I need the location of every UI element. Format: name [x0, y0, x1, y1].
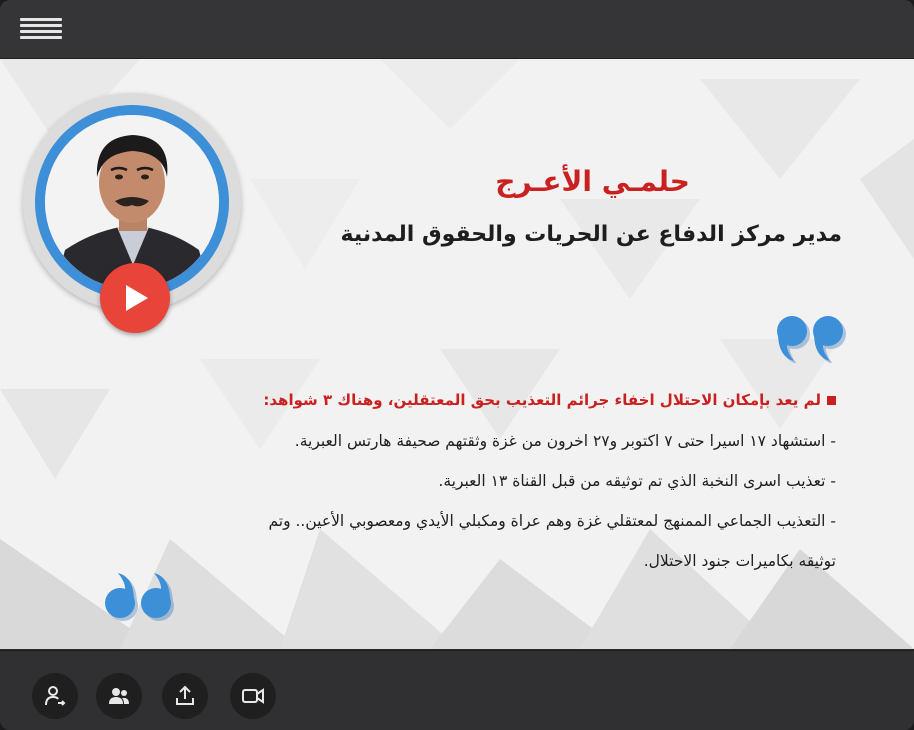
top-bar — [0, 0, 914, 59]
speaker-name: حلمـي الأعـرج — [495, 165, 690, 198]
statement-headline: لم يعد بإمكان الاحتلال اخفاء جرائم التعذيب بحق المعتقلين، وهناك ٣ شواهد: — [263, 391, 836, 409]
users-icon — [107, 684, 131, 708]
statement-line: - التعذيب الجماعي الممنهج لمعتقلي غزة وهم عراة ومكبلي الأيدي ومعصوبي الأعين.. وتم — [268, 512, 836, 530]
quote-open-icon — [770, 313, 850, 363]
speaker-role: مدير مركز الدفاع عن الحريات والحقوق المدنية — [340, 222, 842, 247]
user-switch-icon — [43, 684, 67, 708]
hamburger-icon[interactable] — [20, 14, 62, 42]
share-button[interactable] — [162, 673, 208, 719]
statement-line: - استشهاد ١٧ اسيرا حتى ٧ اكتوبر و٢٧ اخرون من غزة وثقتهم صحيفة هارتس العبرية. — [294, 432, 836, 450]
bottom-toolbar — [0, 650, 914, 730]
statement-line: - تعذيب اسرى النخبة الذي تم توثيقه من قبل القناة ١٣ العبرية. — [438, 472, 836, 490]
quote-close-icon — [98, 571, 178, 621]
user-switch-button[interactable] — [32, 673, 78, 719]
bullet-icon — [827, 396, 836, 405]
slide-content — [0, 59, 914, 649]
video-button[interactable] — [230, 673, 276, 719]
play-button[interactable] — [100, 263, 170, 333]
statement-line: توثيقه بكاميرات جنود الاحتلال. — [643, 552, 836, 570]
participants-button[interactable] — [96, 673, 142, 719]
share-icon — [173, 684, 197, 708]
video-camera-icon — [241, 684, 265, 708]
play-icon — [122, 283, 150, 313]
